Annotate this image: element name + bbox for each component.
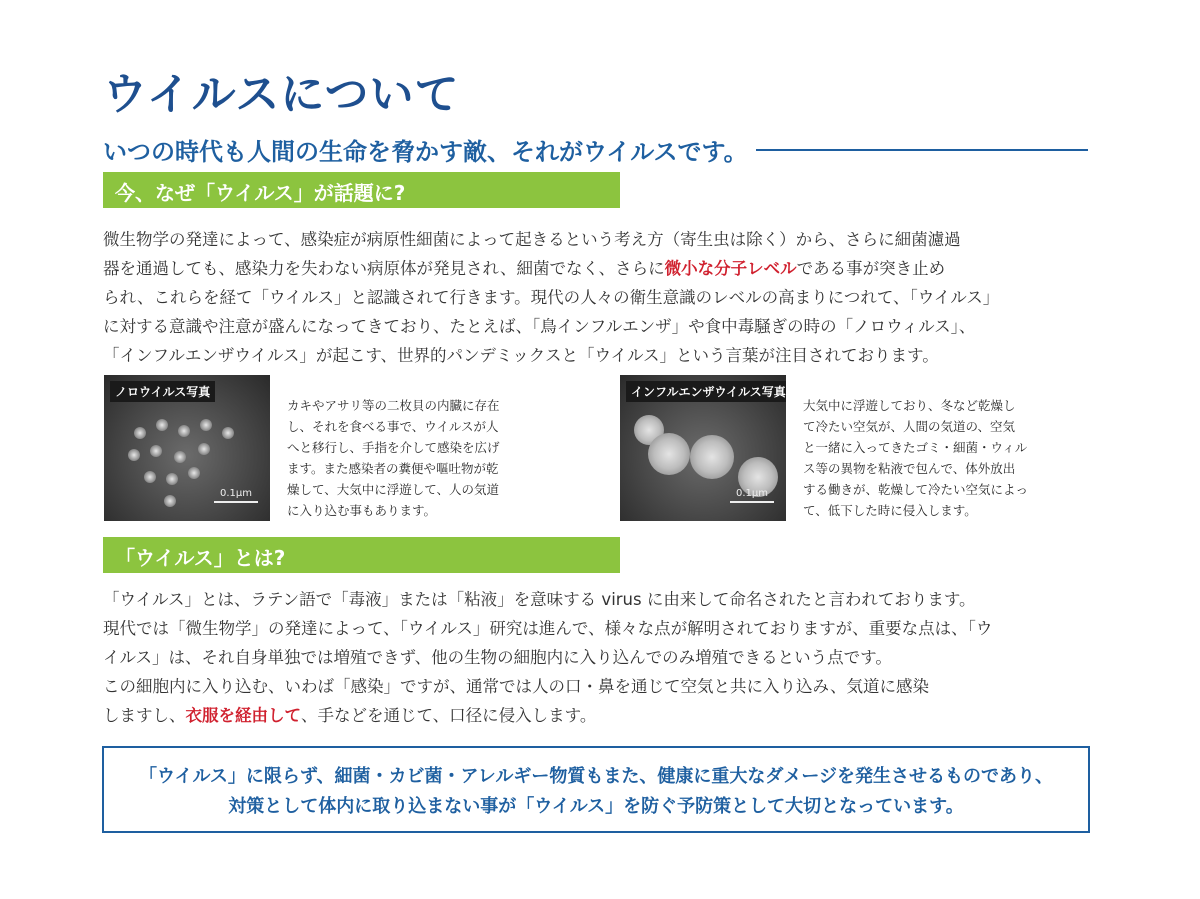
norovirus-caption bbox=[287, 395, 500, 521]
influenza-photo bbox=[620, 375, 786, 521]
scale-label: 0.1μm bbox=[219, 488, 252, 499]
scale-bar-flu bbox=[730, 488, 774, 503]
flu-caption-line: と一緒に入ってきたゴミ・細菌・ウィル bbox=[803, 440, 1028, 455]
callout-line-2: 対策として体内に取り込まない事が「ウイルス」を防ぐ予防策として大切となっています。 bbox=[228, 796, 964, 817]
norovirus-photo bbox=[104, 375, 270, 521]
scale-bar-noro bbox=[214, 488, 258, 503]
section1-line-3: られ、これらを経て「ウイルス」と認識されて行きます。現代の人々の衛生意識のレベルの高まりにつれて、「ウイルス」 bbox=[103, 288, 1000, 307]
subtitle-row bbox=[103, 132, 1088, 167]
noro-caption-line: に入り込む事もあります。 bbox=[287, 503, 437, 518]
virus-particle bbox=[134, 427, 146, 439]
scale-label: 0.1μm bbox=[735, 488, 768, 499]
page-title: ウイルスについて bbox=[103, 69, 460, 120]
section2-line-2: 現代では「微生物学」の発達によって、「ウイルス」研究は進んで、様々な点が解明されておりますが、重要な点は、「ウ bbox=[103, 619, 993, 638]
flu-caption-line: て、低下した時に侵入します。 bbox=[803, 503, 977, 518]
noro-caption-line: ます。また感染者の糞便や嘔吐物が乾 bbox=[287, 461, 499, 476]
virus-particle bbox=[200, 419, 212, 431]
section1-line-5: 「インフルエンザウイルス」が起こす、世界的パンデミックスと「ウイルス」という言葉が注目されております。 bbox=[103, 346, 939, 365]
section2-line-5 bbox=[103, 701, 1103, 730]
virus-particle bbox=[150, 445, 162, 457]
section-heading-what: 「ウイルス」とは? bbox=[103, 537, 620, 573]
subtitle-divider bbox=[756, 149, 1088, 151]
page-subtitle: いつの時代も人間の生命を脅かす敵、それがウイルスです。 bbox=[103, 137, 748, 166]
noro-caption-line: し、それを食べる事で、ウイルスが人 bbox=[287, 419, 499, 434]
virus-particle bbox=[648, 433, 690, 475]
section1-line-2-post: である事が突き止め bbox=[796, 259, 946, 278]
virus-particle bbox=[164, 495, 176, 507]
highlight-molecular-level: 微小な分子レベル bbox=[664, 259, 797, 278]
virus-particle bbox=[178, 425, 190, 437]
section2-line-4: この細胞内に入り込む、いわば「感染」ですが、通常では人の口・鼻を通じて空気と共に入り込み、気道に感染 bbox=[103, 677, 929, 696]
noro-caption-line: へと移行し、手指を介して感染を広げ bbox=[287, 440, 500, 455]
photo-label-flu: インフルエンザウイルス写真 bbox=[626, 381, 786, 402]
virus-particle bbox=[198, 443, 210, 455]
photo-label-noro: ノロウイルス写真 bbox=[110, 381, 215, 402]
section1-line-2-pre: 器を通過しても、感染力を失わない病原体が発見され、細菌でなく、さらに bbox=[103, 259, 665, 278]
section2-body bbox=[103, 585, 1103, 730]
scale-line bbox=[730, 501, 774, 503]
section1-line-2 bbox=[103, 254, 1103, 283]
virus-particle bbox=[166, 473, 178, 485]
section2-line-3: イルス」は、それ自身単独では増殖できず、他の生物の細胞内に入り込んでのみ増殖できるという点です。 bbox=[103, 648, 892, 667]
virus-particle bbox=[222, 427, 234, 439]
section1-body bbox=[103, 225, 1103, 370]
section1-line-1: 微生物学の発達によって、感染症が病原性細菌によって起きるという考え方（寄生虫は除く）から、さらに細菌濾過 bbox=[103, 230, 961, 249]
flu-caption-line: て冷たい空気が、人間の気道の、空気 bbox=[803, 419, 1016, 434]
flu-caption-line: する働きが、乾燥して冷たい空気によっ bbox=[803, 482, 1029, 497]
section-heading-why: 今、なぜ「ウイルス」が話題に? bbox=[103, 172, 620, 208]
virus-particle bbox=[156, 419, 168, 431]
flu-caption-line: ス等の異物を粘液で包んで、体外放出 bbox=[803, 461, 1016, 476]
scale-line bbox=[214, 501, 258, 503]
section2-line-5-pre: しますし、 bbox=[103, 706, 186, 725]
section1-line-4: に対する意識や注意が盛んになってきており、たとえば、「鳥インフルエンザ」や食中毒騒ぎの時の「ノロウィルス」、 bbox=[103, 317, 976, 336]
influenza-caption bbox=[803, 395, 1028, 521]
virus-particle bbox=[174, 451, 186, 463]
virus-particle bbox=[128, 449, 140, 461]
highlight-via-clothing: 衣服を経由して bbox=[185, 706, 301, 725]
section2-line-5-post: 、手などを通じて、口径に侵入します。 bbox=[301, 706, 597, 725]
virus-particle bbox=[144, 471, 156, 483]
flu-caption-line: 大気中に浮遊しており、冬など乾燥し bbox=[803, 398, 1016, 413]
section2-line-1: 「ウイルス」とは、ラテン語で「毒液」または「粘液」を意味する virus に由来して命名されたと言われております。 bbox=[103, 590, 976, 609]
callout-line-1: 「ウイルス」に限らず、細菌・カビ菌・アレルギー物質もまた、健康に重大なダメージを発生させるものであり、 bbox=[139, 766, 1053, 787]
virus-particle bbox=[188, 467, 200, 479]
noro-caption-line: カキやアサリ等の二枚貝の内臓に存在 bbox=[287, 398, 500, 413]
summary-callout-box bbox=[102, 746, 1090, 833]
virus-particle bbox=[690, 435, 734, 479]
noro-caption-line: 燥して、大気中に浮遊して、人の気道 bbox=[287, 482, 500, 497]
